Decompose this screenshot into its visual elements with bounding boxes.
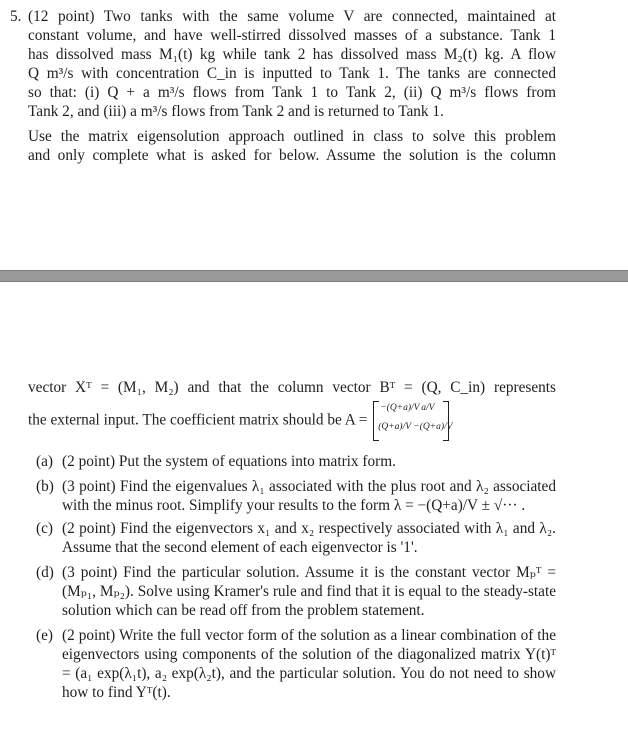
matrix-right-bracket bbox=[443, 401, 449, 441]
coefficient-matrix bbox=[373, 401, 453, 441]
item-label: (e) bbox=[36, 627, 53, 644]
matrix-a11: −(Q+a)/V bbox=[380, 403, 420, 413]
question-items bbox=[36, 452, 556, 708]
problem-number: 5. bbox=[10, 8, 22, 25]
list-item bbox=[36, 563, 556, 620]
item-text: (2 point) Find the eigenvectors x₁ and x₂ respectively associated with λ₁ and λ₂. Assume that the second element of each eigenvector is '1'. bbox=[62, 520, 556, 556]
problem-statement bbox=[10, 7, 556, 121]
item-label: (c) bbox=[36, 520, 53, 537]
matrix-left-bracket bbox=[373, 401, 379, 441]
problem-line: has dissolved mass M₁(t) kg while tank 2 has dissolved mass M₂(t) kg. A flow bbox=[28, 46, 556, 63]
problem-line: Q m³/s with concentration C_in is inputted to Tank 1. The tanks are connected bbox=[28, 65, 556, 82]
vector-definition-line: vector Xᵀ = (M₁, M₂) and that the column vector Bᵀ = (Q, C_in) represents bbox=[28, 379, 556, 396]
coefficient-matrix-line bbox=[28, 401, 556, 441]
list-item bbox=[36, 452, 556, 471]
item-text: (3 point) Find the particular solution. Assume it is the constant vector Mₚᵀ = (Mₚ₁, Mₚ₂). Solve using Kramer's rule and find that it is equal to the steady-state solution which can be read off from the problem statement. bbox=[62, 564, 556, 619]
page-break-divider bbox=[0, 270, 628, 282]
item-label: (d) bbox=[36, 564, 54, 581]
coefficient-matrix-label: the external input. The coefficient matrix should be A = bbox=[28, 411, 368, 429]
item-label: (a) bbox=[36, 453, 53, 470]
instructions bbox=[28, 127, 556, 165]
matrix-a22: −(Q+a)/V bbox=[413, 422, 453, 432]
problem-line: Tank 2, and (iii) a m³/s flows from Tank 2 and is returned to Tank 1. bbox=[28, 103, 444, 120]
matrix-a12: a/V bbox=[421, 403, 435, 413]
problem-line: so that: (i) Q + a m³/s flows from Tank 1 to Tank 2, (ii) Q m³/s flows from bbox=[28, 84, 556, 101]
matrix-a21: (Q+a)/V bbox=[378, 422, 412, 432]
item-text: (2 point) Write the full vector form of the solution as a linear combination of the eigenvectors using components of the solution of the diagonalized matrix Y(t)ᵀ = (a₁ exp(λ₁t), a₂ exp(λ₂t), and the particular solution. You do not need to show how to find Yᵀ(t). bbox=[62, 627, 556, 701]
item-label: (b) bbox=[36, 478, 54, 495]
list-item bbox=[36, 626, 556, 702]
instruction-line: Use the matrix eigensolution approach outlined in class to solve this problem bbox=[28, 128, 556, 145]
list-item bbox=[36, 519, 556, 557]
problem-line: (12 point) Two tanks with the same volume V are connected, maintained at bbox=[28, 8, 556, 25]
list-item bbox=[36, 477, 556, 515]
problem-line: constant volume, and have well-stirred dissolved masses of a substance. Tank 1 bbox=[28, 27, 556, 44]
item-text: (2 point) Put the system of equations into matrix form. bbox=[62, 453, 396, 470]
item-text: (3 point) Find the eigenvalues λ₁ associated with the plus root and λ₂ associated with the minus root. Simplify your results to the form λ = −(Q+a)/V ± √··· . bbox=[62, 478, 556, 514]
instruction-line: and only complete what is asked for below. Assume the solution is the column bbox=[28, 147, 556, 164]
page-upper-section bbox=[0, 0, 628, 270]
continuation-text bbox=[28, 378, 556, 441]
